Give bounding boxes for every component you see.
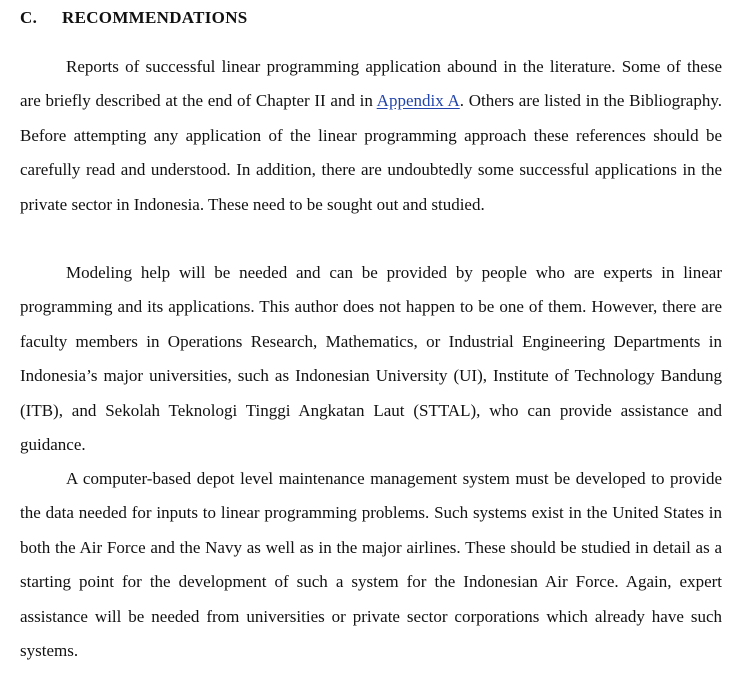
paragraph-maintenance-system [20, 462, 722, 668]
appendix-a-link[interactable]: Appendix A [376, 91, 460, 111]
paragraph-text: Reports of successful linear programming application abound in the literature. Some of these are briefly described at the end of Chapter II and in [20, 57, 722, 111]
section-number: C. [20, 8, 38, 27]
section-title: RECOMMENDATIONS [62, 8, 248, 27]
paragraph-text: . Others are listed in the Bibliography. Before attempting any application of the linear programming approach these references should be carefully read and understood. In addition, there are undoubtedly some successful applications in the private sector in Indonesia. These need to be sought out and studied. [20, 91, 722, 214]
paragraph-text: Modeling help will be needed and can be provided by people who are experts in linear programming and its applications. This author does not happen to be one of them. However, there are faculty members in Operations Research, Mathematics, or Industrial Engineering Departments in Indonesia’s major universities, such as Indonesian University (UI), Institute of Technology Bandung (ITB), and Sekolah Teknologi Tinggi Angkatan Laut (STTAL), who can provide assistance and guidance. [20, 263, 722, 455]
section-heading [20, 8, 248, 28]
paragraph-modeling-help [20, 256, 722, 462]
paragraph-literature [20, 50, 722, 222]
paragraph-text: A computer-based depot level maintenance management system must be developed to provide the data needed for inputs to linear programming problems. Such systems exist in the United States in both the Air Force and the Navy as well as in the major airlines. These should be studied in detail as a starting point for the development of such a system for the Indonesian Air Force. Again, expert assistance will be needed from universities or private sector corporations which already have such systems. [20, 469, 722, 661]
